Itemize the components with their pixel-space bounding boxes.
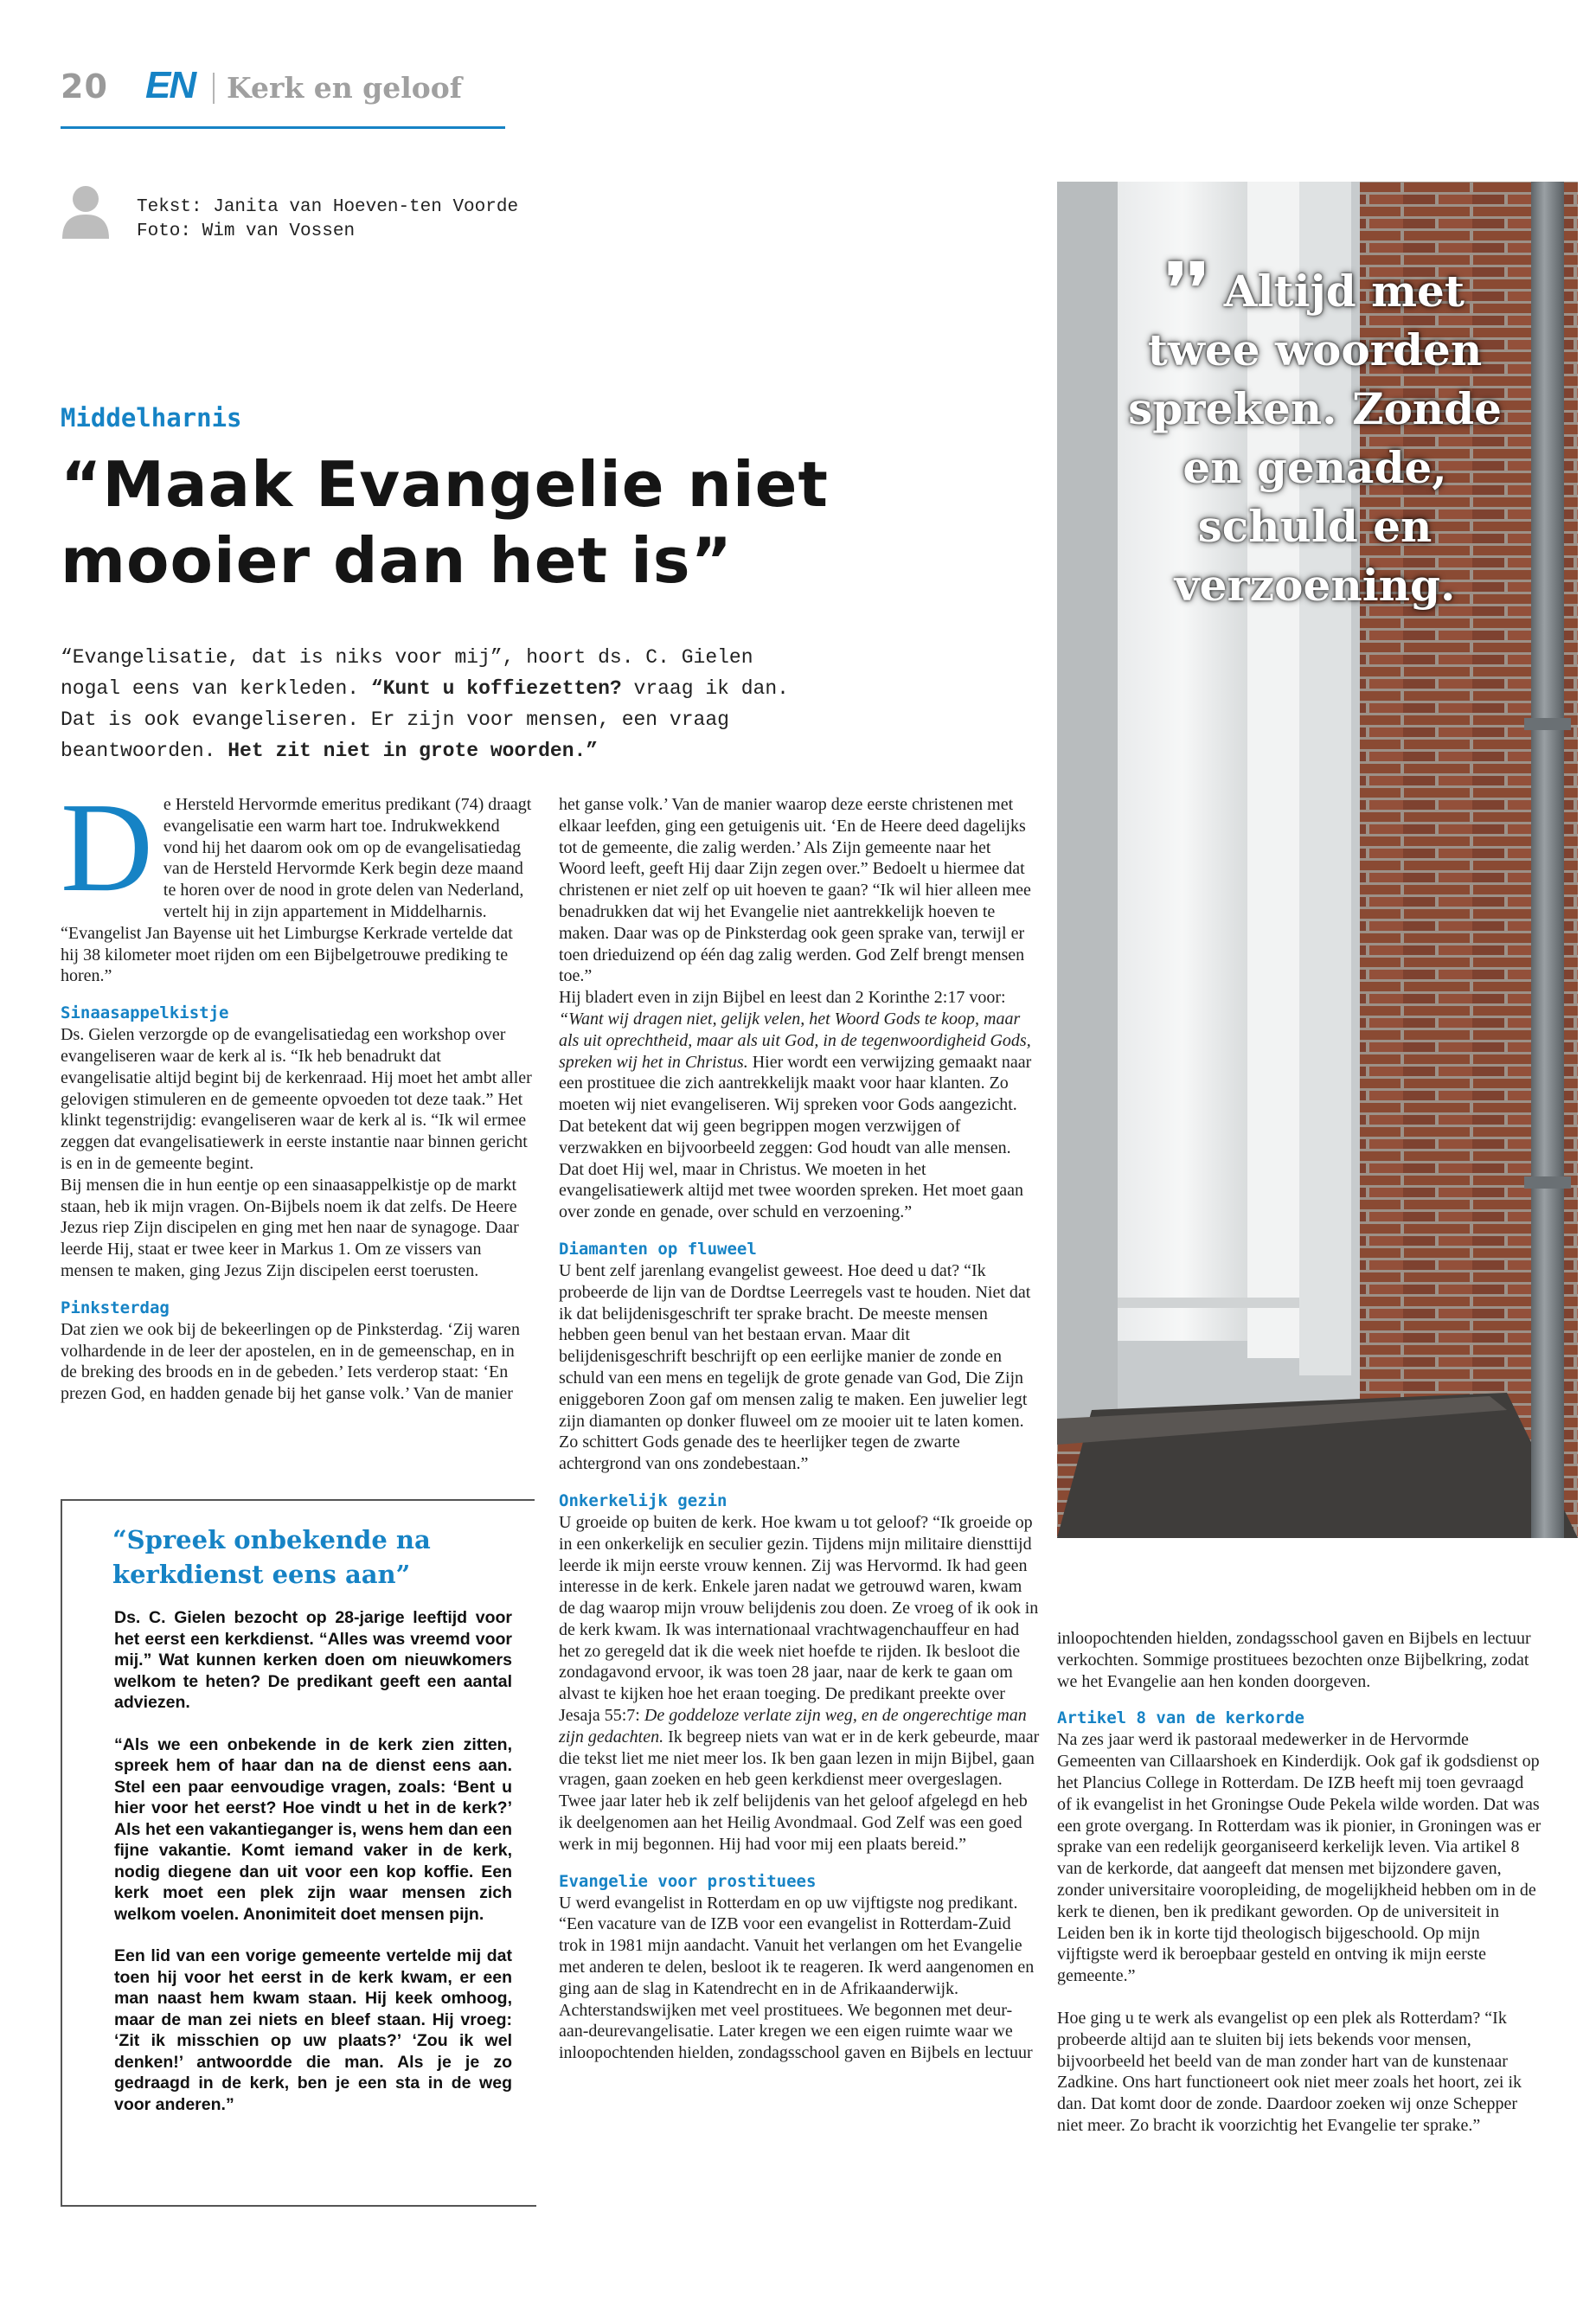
article-location: Middelharnis [61, 403, 242, 433]
sidebar-paragraph: Ds. C. Gielen bezocht op 28-jarige leeftijd voor het eerst een kerkdienst. “Alles was vreemd voor mij.” Wat kunnen kerken doen om nieuwkomers welkom te heten? De predikant geeft een aantal adviezen. [114, 1608, 512, 1712]
subheading-diamanten: Diamanten op fluweel [559, 1239, 757, 1259]
paragraph-text: Dat zien we ook bij de bekeerlingen op de Pinksterdag. ‘Zij waren volhardende in de leer der apostelen, en in de gemeenschap, en in de breking des broods en in de gebeden.’ Iets verderop staat: ‘En prezen God, en hadden genade bij het ganse volk.’ Van de manier [61, 1319, 520, 1404]
sidebar-title: “Spreek onbekende na kerkdienst eens aan” [112, 1525, 431, 1589]
article-column-2 [559, 794, 1040, 2064]
paragraph: Bij mensen die in hun eentje op een sinaasappelkistje op de markt staan, heb ik mijn vragen. On-Bijbels noem ik dat zelfs. De Heere Jezus riep Zijn discipelen en ging met hen naar de synagoge. Daar leerde Hij, staat er twee keer in Markus 1. Om ze vissers van mensen te maken, ging Jezus Zijn discipelen eerst toerusten. [61, 1175, 519, 1280]
paragraph: Na zes jaar werd ik pastoraal medewerker in de Hervormde Gemeenten van Cillaarshoek en Kinderdijk. Ook gaf ik godsdienst op het Plancius College in Rotterdam. De IZB heeft mij toen gevraagd of ik evangelist in het Groningse Oude Pekela wilde worden. Dat was een grote overgang. In Rotterdam was ik pionier, in Groningen was er sprake van een redelijk georganiseerd kerkelijk leven. Via artikel 8 van de kerkorde, dat aangeeft dat mensen met bijzondere gaven, zonder universitaire vooropleiding, de mogelijkheid hebben om in de kerk te dienen, ben ik predikant geworden. Op de universiteit in Leiden ben ik in korte tijd theologisch bijgeschoold. Op mijn vijftigste werd ik beroepbaar gesteld en ontving ik mijn eerste gemeente.” [1057, 1730, 1542, 1986]
paragraph: e Hersteld Hervormde emeritus predikant (74) draagt evangelisatie een warm hart toe. Indrukwekkend vond hij het daarom ook om op de evangelisatiedag van de Hersteld Hervormde Kerk begin deze maand te horen over de nood in grote delen van Nederland, vertelt hij in zijn appartement in Middelharnis. “Evangelist Jan Bayense uit het Limburgse Kerkrade vertelde dat hij 38 kilometer moet rijden om een Bijbelgetrouwe prediking te horen.” [61, 795, 532, 986]
intro-text: “Evangelisatie, dat is niks voor mij”, hoort ds. C. Gielen nogal eens van kerkleden. [61, 646, 753, 700]
continued-text: het ganse volk.’ Van de manier waarop deze eerste christenen met elkaar leefden, ging een getuigenis uit. ‘En de Heere deed dagelijks tot de gemeente, die zalig werden.’ Als Zijn gemeente naar het Woord leeft, geeft Hij daar Zijn zegen over.” Bedoelt u hiermee dat christenen er niet zelf op uit hoeven te gaan? “Ik wil hier alleen mee benadrukken dat wij het Evangelie niet aantrekkelijk hoeven te maken. Daar was op de Pinksterdag ook geen sprake van, terwijl er toen drieduizend op één dag zalig werden. God Zelf brengt mensen toe.” [559, 795, 1031, 986]
page-number: 20 [61, 67, 108, 106]
sidebar-paragraph: “Als we een onbekende in de kerk zien zitten, spreek hem of haar dan na de dienst eens aan. Stel een paar eenvoudige vragen, zoals: ‘Bent u hier voor het eerst? Hoe vindt u het in de kerk?’ Als het een vakantieganger is, wens hem dan een fijne vakantie. Komt iemand vaker in de kerk, nodig diegene dan uit voor een kop koffie. Een kerk moet een plek zijn waar mensen zich welkom voelen. Anonimiteit doet mensen pijn. [114, 1734, 512, 1924]
paragraph-text: U werd evangelist in Rotterdam en op uw vijftigste nog predikant. “Een vacature van de IZB voor een evangelist in Rotterdam-Zuid trok in 1981 mijn aandacht. Vanuit het verlangen om het Evangelie met anderen te delen, besloot ik te reageren. Ik werd aangenomen en ging aan de slag in Katendrecht en in de Afrikaanderwijk. Achterstandswijken met veel prostituees. We begonnen met deur-aan-deurevangelisatie. Later kregen we een eigen ruimte waar we inloopochtenden hielden, zondagsschool gaven en Bijbels en lectuur [559, 1893, 1035, 2063]
subheading-artikel-8: Artikel 8 van de kerkorde [1057, 1708, 1304, 1728]
paragraph-text: Hij bladert even in zijn Bijbel en leest dan 2 Korinthe 2:17 voor: [559, 988, 1006, 1008]
publication-logo: EN [145, 64, 195, 106]
article-column-1 [61, 777, 535, 1405]
paragraph-text: Hier wordt een verwijzing gemaakt naar een prostituee die zich aantrekkelijk maakt voor haar klanten. Zo moeten wij niet evangeliseren. Wij spreken voor Gods aangezicht. Dat betekent dat wij geen begrippen mogen verzwijgen of verzwakken en bijvoorbeeld zeggen: God houdt van alle mensen. Dat doet Hij wel, maar in Christus. We moeten in het evangelisatiewerk altijd met twee woorden spreken. Het moet gaan over zonde en genade, over schuld en verzoening.” [559, 1052, 1032, 1222]
paragraph: U bent zelf jarenlang evangelist geweest. Hoe deed u dat? “Ik probeerde de lijn van de Dordtse Leerregels vast te houden. Niet dat ik dat belijdenisgeschrift ter sprake bracht. De meeste mensen hebben geen benul van het bestaan ervan. Maar dit belijdenisgeschrift beschrijft op een eerlijke manier de zonde en schuld van een mens en tegelijk de grote genade van God, Die Zijn eniggeboren Zoon gaf om mensen zalig te maken. Een juwelier legt zijn diamanten op donker fluweel om ze mooier uit te laten komen. Zo schittert Gods genade des te heerlijker tegen de zwarte achtergrond van ons zondebestaan.” [559, 1260, 1031, 1474]
bible-quote: De goddeloze verlate zijn weg, en de ongerechtige man zijn gedachten. [559, 1706, 1027, 1747]
paragraph [559, 987, 1040, 1223]
paragraph [559, 1893, 1040, 2064]
paragraph [559, 794, 1040, 987]
byline-photographer: Foto: Wim van Vossen [137, 221, 356, 241]
byline [137, 195, 518, 244]
header-separator [213, 73, 215, 104]
intro-bold: Het zit niet in grote woorden.” [228, 740, 599, 762]
subheading-pinksterdag: Pinksterdag [61, 1298, 170, 1317]
sidebar-paragraph: Een lid van een vorige gemeente vertelde mij dat toen hij voor het eerst in de kerk kwam, er een man naast hem kwam staan. Hij keek omhoog, maar de man zei niets en bleef staan. Hij vroeg: ‘Zit ik misschien op uw plaats?’ ‘Zou ik wel denken!’ antwoordde die man. Als je je zo gedraagd in de kerk, ben je een sta in de weg voor anderen.” [114, 1946, 512, 2114]
article-title: “Maak Evangelie niet mooier dan het is” [61, 448, 829, 597]
bible-quote: “Want wij dragen niet, gelijk velen, het Woord Gods te koop, maar als uit oprechtheid, maar als uit God, in de tegenwoordigheid Gods, spreken wij het in Christus. [559, 1009, 1031, 1072]
header-rule [61, 126, 505, 129]
section-name: Kerk en geloof [227, 71, 462, 105]
intro-bold: “Kunt u koffiezetten? [370, 677, 622, 700]
sidebar-body [114, 1607, 512, 2136]
subheading-sinaasappelkistje: Sinaasappelkistje [61, 1003, 229, 1023]
quote-mark-icon: ❜❜ [1165, 249, 1209, 328]
subheading-onkerkelijk: Onkerkelijk gezin [559, 1490, 727, 1510]
paragraph [61, 1319, 535, 1405]
paragraph-text: U groeide op buiten de kerk. Hoe kwam u tot geloof? “Ik groeide op in een onkerkelijk en seculier gezin. Tijdens mijn militaire diensttijd leerde ik mijn eerste vrouw kennen. Zij was Hervormd. Ik had geen interesse in de kerk. Enkele jaren nadat we getrouwd waren, kwam de dag waarop mijn vrouw belijdenis zou doen. Ze vroeg of ik ook in de kerk kwam. Ik was internationaal vrachtwagenchauffeur en had het zo geregeld dat ik die week niet hoefde te rijden. Ik besloot die zondagavond ervoor, ik was toen 28 jaar, naar de kerk te gaan om alvast te kijken hoe het eraan toeging. De predikant preekte over Jesaja 55:7: [559, 1512, 1039, 1726]
paragraph: inloopochtenden hielden, zondagsschool gaven en Bijbels en lectuur verkochten. Sommige prostituees bezochten onze Bijbelkring, zodat we het Evangelie aan hen konden doorgeven. [1057, 1629, 1531, 1691]
byline-author: Tekst: Janita van Hoeven-ten Voorde [137, 197, 519, 217]
intro-text: vraag ik dan. Dat is ook evangeliseren. Er zijn voor mensen, een vraag beantwoorden. [61, 677, 789, 762]
paragraph-text: Ik begreep niets van wat er in de kerk gebeurde, maar die tekst liet me niet meer los. Ik ben gaan lezen in mijn Bijbel, gaan vragen, gaan zoeken en heb geen kerkdienst meer overgeslagen. Twee jaar later heb ik zelf belijdenis van het geloof afgelegd en heb ik deelgenomen aan het Heilig Avondmaal. God Zelf was een goed werk in mij begonnen. Hij had voor mij een plaats bereid.” [559, 1727, 1040, 1854]
paragraph: Hoe ging u te werk als evangelist op een plek als Rotterdam? “Ik probeerde altijd aan te sluiten bij iets bekends voor mensen, bijvoorbeeld het beeld van de man zonder hart van de kunstenaar Zadkine. Ons hart functioneert ook niet meer zoals het hoort, zei ik dan. Dat komt door de zonde. Daardoor zoeken wij onze Schepper niet meer. Zo bracht ik voorzichtig het Evangelie ter sprake.” [1057, 2008, 1522, 2135]
paragraph: Ds. Gielen verzorgde op de evangelisatiedag een workshop over evangeliseren waar de kerk al is. “Ik heb benadrukt dat evangelisatie altijd begint bij de kerkenraad. Hij moet het ambt aller gelovigen stimuleren en de gemeente opvoeden tot deze taak.” Het klinkt tegenstrijdig: evangeliseren waar de kerk al is. “Ik wil ermee zeggen dat evangelisatiewerk in eerste instantie naar binnen gericht is en in de gemeente begint. [61, 1025, 532, 1173]
pull-quote [1125, 249, 1505, 615]
subheading-prostituees: Evangelie voor prostituees [559, 1871, 817, 1891]
article-intro [61, 642, 822, 766]
person-silhouette-icon [61, 183, 111, 239]
paragraph [559, 1512, 1040, 1856]
article-column-3 [1057, 1628, 1542, 2137]
drop-cap: D [61, 777, 153, 919]
pull-quote-text: Altijd met twee woorden spreken. Zonde en genade, schuld en verzoening. [1128, 266, 1502, 611]
